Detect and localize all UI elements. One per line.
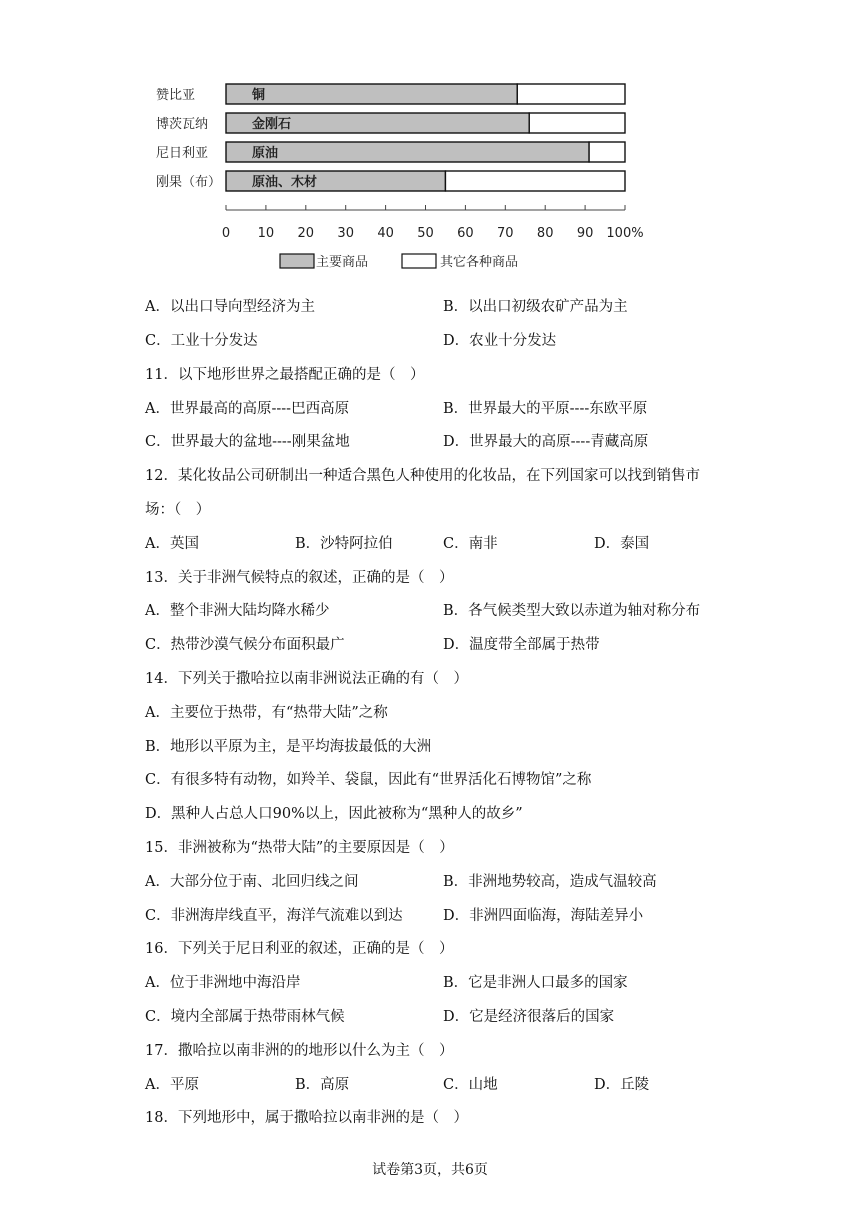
q10-option-c: C．工业十分发达 — [145, 333, 258, 349]
export-composition-chart — [140, 70, 680, 280]
x-tick-label: 30 — [337, 226, 354, 241]
q17-option-a: A．平原 — [145, 1077, 199, 1093]
q18-stem: 18．下列地形中，属于撒哈拉以南非洲的是（ ） — [145, 1110, 468, 1126]
x-tick-label: 10 — [257, 226, 275, 241]
x-tick-label: 20 — [297, 226, 315, 241]
bar-main-segment — [226, 84, 517, 104]
q16-option-c: C．境内全部属于热带雨林气候 — [145, 1009, 345, 1025]
q13-option-d: D．温度带全部属于热带 — [443, 637, 600, 653]
q15-option-c: C．非洲海岸线直平，海洋气流难以到达 — [145, 908, 403, 924]
bar-label: 铜 — [252, 88, 266, 103]
q15-stem: 15．非洲被称为“热带大陆”的主要原因是（ ） — [145, 840, 454, 856]
category-label: 刚果（布） — [156, 175, 222, 190]
q11-option-a: A．世界最高的高原----巴西高原 — [145, 401, 350, 417]
q12-option-c: C．南非 — [443, 536, 498, 552]
q11-option-c: C．世界最大的盆地----刚果盆地 — [145, 434, 350, 450]
q12-option-d: D．泰国 — [594, 536, 650, 552]
q14-stem: 14．下列关于撒哈拉以南非洲说法正确的有（ ） — [145, 671, 468, 687]
q12-options — [145, 534, 780, 554]
x-tick-label: 0 — [221, 226, 231, 241]
legend-swatch-main — [280, 254, 314, 268]
bar-main-segment — [226, 142, 589, 162]
legend-label-main: 主要商品 — [316, 255, 369, 270]
bar-label: 原油 — [252, 146, 279, 161]
x-tick-label: 90 — [576, 226, 594, 241]
bar-label: 金刚石 — [252, 117, 292, 132]
x-tick-label: 80 — [536, 226, 554, 241]
q14-option-a: A．主要位于热带，有“热带大陆”之称 — [145, 705, 388, 721]
x-tick-label: 70 — [497, 226, 514, 241]
q16-option-a: A．位于非洲地中海沿岸 — [145, 975, 301, 991]
x-tick-label: 40 — [377, 226, 394, 241]
q16-option-b: B．它是非洲人口最多的国家 — [443, 975, 628, 991]
category-label: 尼日利亚 — [156, 146, 209, 161]
legend-swatch-other — [402, 254, 436, 268]
q12-stem-line1: 12．某化妆品公司研制出一种适合黑色人种使用的化妆品，在下列国家可以找到销售市 — [145, 468, 700, 484]
q17-stem: 17．撒哈拉以南非洲的的地形以什么为主（ ） — [145, 1043, 454, 1059]
page-footer: 试卷第3页，共6页 — [372, 1162, 488, 1178]
q17-option-d: D．丘陵 — [594, 1077, 650, 1093]
category-label: 赞比亚 — [156, 88, 196, 103]
bar-label: 原油、木材 — [252, 175, 318, 190]
bar-other-segment — [517, 84, 625, 104]
q13-stem: 13．关于非洲气候特点的叙述，正确的是（ ） — [145, 570, 454, 586]
q13-option-c: C．热带沙漠气候分布面积最广 — [145, 637, 345, 653]
q16-stem: 16．下列关于尼日利亚的叙述，正确的是（ ） — [145, 941, 454, 957]
q11-option-d: D．世界最大的高原----青藏高原 — [443, 434, 649, 450]
x-tick-label: 60 — [457, 226, 474, 241]
q13-option-b: B．各气候类型大致以赤道为轴对称分布 — [443, 603, 701, 619]
legend-label-other: 其它各种商品 — [440, 255, 519, 270]
q10-option-b: B．以出口初级农矿产品为主 — [443, 299, 628, 315]
q14-option-d: D．黑种人占总人口90%以上，因此被称为“黑种人的故乡” — [145, 806, 523, 822]
q12-option-a: A．英国 — [145, 536, 199, 552]
x-tick-label: 100% — [606, 226, 644, 241]
q15-option-b: B．非洲地势较高，造成气温较高 — [443, 874, 657, 890]
category-label: 博茨瓦纳 — [156, 117, 209, 132]
bar-other-segment — [529, 113, 625, 133]
q16-option-d: D．它是经济很落后的国家 — [443, 1009, 615, 1025]
q11-option-b: B．世界最大的平原----东欧平原 — [443, 401, 648, 417]
q15-option-a: A．大部分位于南、北回归线之间 — [145, 874, 359, 890]
q17-options — [145, 1075, 780, 1095]
q12-stem-line2: 场：（ ） — [145, 502, 211, 518]
q10-option-d: D．农业十分发达 — [443, 333, 557, 349]
q11-stem: 11．以下地形世界之最搭配正确的是（ ） — [145, 367, 425, 383]
q15-option-d: D．非洲四面临海，海陆差异小 — [443, 908, 644, 924]
bar-other-segment — [589, 142, 625, 162]
q13-option-a: A．整个非洲大陆均降水稀少 — [145, 603, 330, 619]
q12-option-b: B．沙特阿拉伯 — [295, 536, 393, 552]
x-tick-label: 50 — [417, 226, 434, 241]
q10-option-a: A．以出口导向型经济为主 — [145, 299, 315, 315]
q17-option-b: B．高原 — [295, 1077, 350, 1093]
q14-option-b: B．地形以平原为主，是平均海拔最低的大洲 — [145, 739, 432, 755]
q14-option-c: C．有很多特有动物，如羚羊、袋鼠，因此有“世界活化石博物馆”之称 — [145, 772, 592, 788]
bar-other-segment — [445, 171, 625, 191]
q17-option-c: C．山地 — [443, 1077, 498, 1093]
